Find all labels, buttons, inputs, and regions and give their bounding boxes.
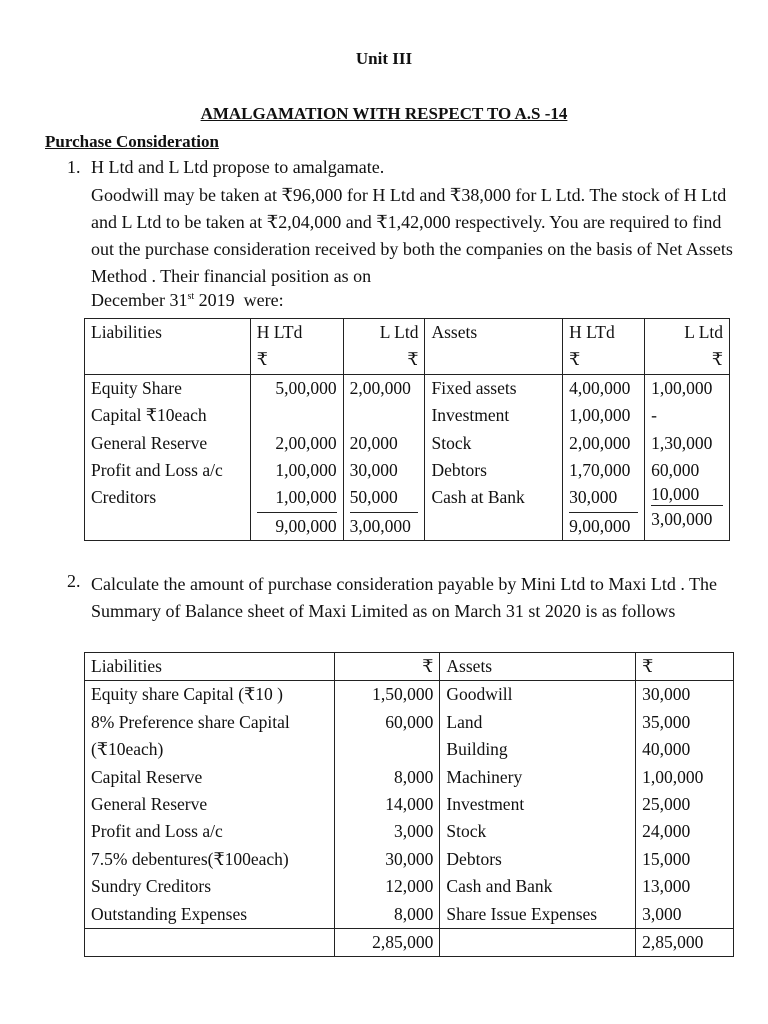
header-rupee: ₹ bbox=[334, 653, 440, 681]
header-assets: Assets bbox=[440, 653, 636, 681]
l-ltd-liab-values: 2,00,000 20,000 30,000 50,000 3,00,000 bbox=[343, 374, 425, 540]
question-1-body: Goodwill may be taken at ₹96,000 for H Ltd and ₹38,000 for L Ltd. The stock of H Ltd and L Ltd to be taken at ₹2,04,000 and ₹1,42,000 respectively. You are required to find out the purchase consideration received by both the companies on the basis of Net Assets Method . Their financial position as on bbox=[91, 185, 733, 286]
header-assets: Assets bbox=[425, 319, 563, 375]
table-total-row bbox=[85, 928, 734, 956]
question-1-intro: H Ltd and L Ltd propose to amalgamate. bbox=[91, 157, 385, 177]
table-header-row bbox=[85, 653, 734, 681]
header-l-ltd-assets: L Ltd ₹ bbox=[645, 319, 730, 375]
l-ltd-asset-values: 1,00,000 - 1,30,000 60,000 10,000 3,00,000 bbox=[645, 374, 730, 540]
assets-column: Fixed assets Investment Stock Debtors Cash at Bank bbox=[425, 374, 563, 540]
assets-total: 2,85,000 bbox=[636, 928, 734, 956]
table-body-row bbox=[85, 681, 734, 929]
total-blank bbox=[85, 928, 335, 956]
table-body-row bbox=[85, 374, 730, 540]
l-ltd-asset-total: 3,00,000 bbox=[651, 505, 723, 533]
page-title: AMALGAMATION WITH RESPECT TO A.S -14 bbox=[200, 104, 568, 123]
header-liabilities: Liabilities bbox=[85, 319, 251, 375]
q2-balance-sheet-table bbox=[84, 652, 734, 957]
liabilities-total: 2,85,000 bbox=[334, 928, 440, 956]
question-2-body: Calculate the amount of purchase consideration payable by Mini Ltd to Maxi Ltd . The Summary of Balance sheet of Maxi Limited as on March 31 st 2020 is as follows bbox=[91, 574, 718, 621]
header-h-ltd-assets: H LTd ₹ bbox=[563, 319, 645, 375]
question-1-number: 1. bbox=[67, 157, 81, 177]
liabilities-column: Equity share Capital (₹10 ) 8% Preference share Capital (₹10each) Capital Reserve General Reserve Profit and Loss a/c 7.5% debentures(₹100each) Sundry Creditors Outstanding Expenses bbox=[85, 681, 335, 929]
question-1-date: December 31st 2019 were: bbox=[91, 290, 284, 310]
assets-column: Goodwill Land Building Machinery Investment Stock Debtors Cash and Bank Share Issue Expenses bbox=[440, 681, 636, 929]
total-blank-assets bbox=[440, 928, 636, 956]
question-2-number: 2. bbox=[67, 571, 81, 591]
h-ltd-asset-values: 4,00,000 1,00,000 2,00,000 1,70,000 30,000 9,00,000 bbox=[563, 374, 645, 540]
liabilities-column: Equity Share Capital ₹10each General Reserve Profit and Loss a/c Creditors bbox=[85, 374, 251, 540]
section-heading: Purchase Consideration bbox=[45, 132, 219, 151]
h-ltd-asset-total: 9,00,000 bbox=[569, 512, 638, 540]
liability-values: 1,50,000 60,000 8,000 14,000 3,000 30,000 12,000 8,000 bbox=[334, 681, 440, 929]
header-liabilities: Liabilities bbox=[85, 653, 335, 681]
h-ltd-liab-values: 5,00,000 2,00,000 1,00,000 1,00,000 9,00,000 bbox=[250, 374, 343, 540]
l-ltd-liab-total: 3,00,000 bbox=[350, 512, 419, 540]
header-h-ltd: H LTd ₹ bbox=[250, 319, 343, 375]
unit-heading: Unit III bbox=[355, 49, 413, 68]
asset-values: 30,000 35,000 40,000 1,00,000 25,000 24,000 15,000 13,000 3,000 bbox=[636, 681, 734, 929]
h-ltd-liab-total: 9,00,000 bbox=[257, 512, 337, 540]
table-header-row bbox=[85, 319, 730, 375]
q1-balance-table bbox=[84, 318, 730, 541]
header-l-ltd: L Ltd ₹ bbox=[343, 319, 425, 375]
header-rupee-assets: ₹ bbox=[636, 653, 734, 681]
